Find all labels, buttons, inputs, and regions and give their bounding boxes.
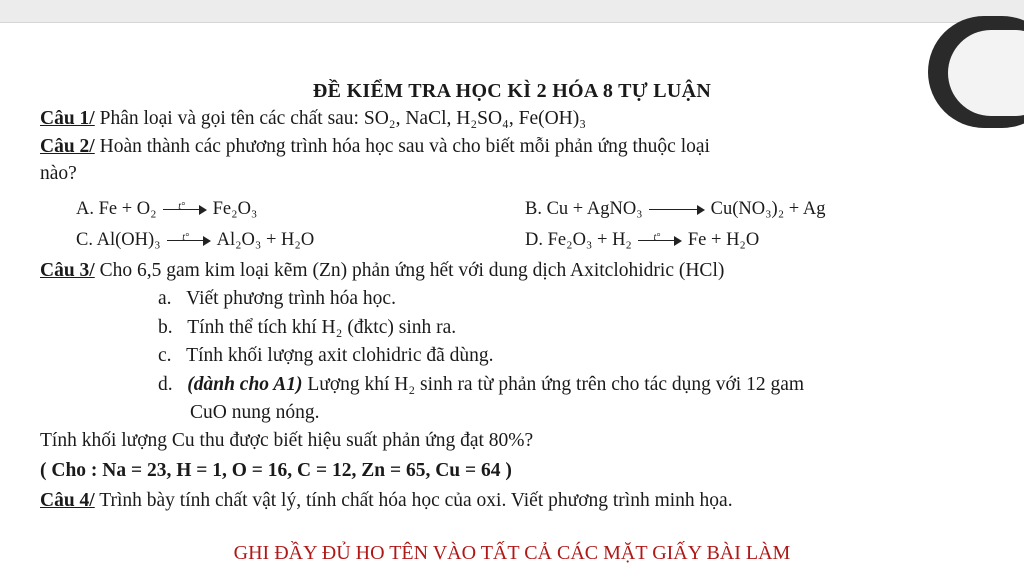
list-item-text: Lượng khí H₂ sinh ra từ phản ứng trên cho tác dụng với 12 gam <box>302 374 805 395</box>
equation-a <box>76 197 257 221</box>
exam-title: ĐỀ KIỂM TRA HỌC KÌ 2 HÓA 8 TỰ LUẬN <box>312 80 712 102</box>
list-item-continuation: CuO nung nóng. <box>190 402 320 423</box>
equation-d-label: D. <box>525 230 543 250</box>
list-item-text: Viết phương trình hóa học. <box>186 288 396 309</box>
equation-c-lhs: Al(OH)₃ <box>96 230 161 250</box>
question-2-continuation: nào? <box>40 163 77 184</box>
list-item-emphasis: (dành cho A1) <box>187 374 303 395</box>
question-3 <box>40 259 724 283</box>
question-1-text: Phân loại và gọi tên các chất sau: SO₂, NaCl, H₂SO₄, Fe(OH)₃ <box>94 108 587 129</box>
question-2 <box>40 135 710 159</box>
question-4-label: Câu 4/ <box>40 490 95 511</box>
question-3-follow-up: Tính khối lượng Cu thu được biết hiệu suất phản ứng đạt 80%? <box>40 430 534 451</box>
list-item <box>158 344 494 368</box>
list-marker: a. <box>158 288 172 309</box>
list-item-text: Tính thể tích khí H₂ (đktc) sinh ra. <box>187 317 457 338</box>
footer-note: GHI ĐẦY ĐỦ HO TÊN VÀO TẤT CẢ CÁC MẶT GIẤY BÀI LÀM <box>233 542 791 564</box>
equation-b-lhs: Cu + AgNO₃ <box>546 199 643 219</box>
list-marker: c. <box>158 345 172 366</box>
atomic-masses-given: ( Cho : Na = 23, H = 1, O = 16, C = 12, Zn = 65, Cu = 64 ) <box>40 460 512 481</box>
equation-c-rhs: Al₂O₃ + H₂O <box>216 230 315 250</box>
question-3-label: Câu 3/ <box>40 260 95 281</box>
equation-d <box>525 228 759 252</box>
equation-a-label: A. <box>76 199 94 219</box>
question-1-label: Câu 1/ <box>40 108 95 129</box>
equation-d-rhs: Fe + H₂O <box>687 230 760 250</box>
list-item <box>158 373 804 397</box>
question-1 <box>40 107 586 131</box>
list-marker: d. <box>158 374 173 395</box>
equation-a-lhs: Fe + O₂ <box>98 199 157 219</box>
equation-b-rhs: Cu(NO₃)₂ + Ag <box>710 199 826 219</box>
reaction-arrow-icon: t° <box>163 197 207 221</box>
list-item <box>158 287 396 311</box>
list-item <box>158 316 456 340</box>
equation-b <box>525 197 825 221</box>
equation-d-lhs: Fe₂O₃ + H₂ <box>547 230 632 250</box>
reaction-arrow-icon: t° <box>638 228 682 252</box>
equation-c <box>76 228 314 252</box>
equation-a-rhs: Fe₂O₃ <box>212 199 258 219</box>
question-4 <box>40 489 733 513</box>
browser-top-bar <box>0 0 1024 23</box>
list-item-text: Tính khối lượng axit clohidric đã dùng. <box>186 345 494 366</box>
reaction-arrow-icon: t° <box>167 228 211 252</box>
equation-c-label: C. <box>76 230 93 250</box>
question-3-text: Cho 6,5 gam kim loại kẽm (Zn) phản ứng hết với dung dịch Axitclohidric (HCl) <box>94 260 725 281</box>
corner-decoration-inner <box>948 30 1024 116</box>
question-2-text: Hoàn thành các phương trình hóa học sau và cho biết mỗi phản ứng thuộc loại <box>94 136 710 157</box>
question-4-text: Trình bày tính chất vật lý, tính chất hóa học của oxi. Viết phương trình minh họa. <box>94 490 733 511</box>
reaction-arrow-icon <box>649 197 705 221</box>
question-2-label: Câu 2/ <box>40 136 95 157</box>
list-marker: b. <box>158 317 173 338</box>
equation-b-label: B. <box>525 199 542 219</box>
